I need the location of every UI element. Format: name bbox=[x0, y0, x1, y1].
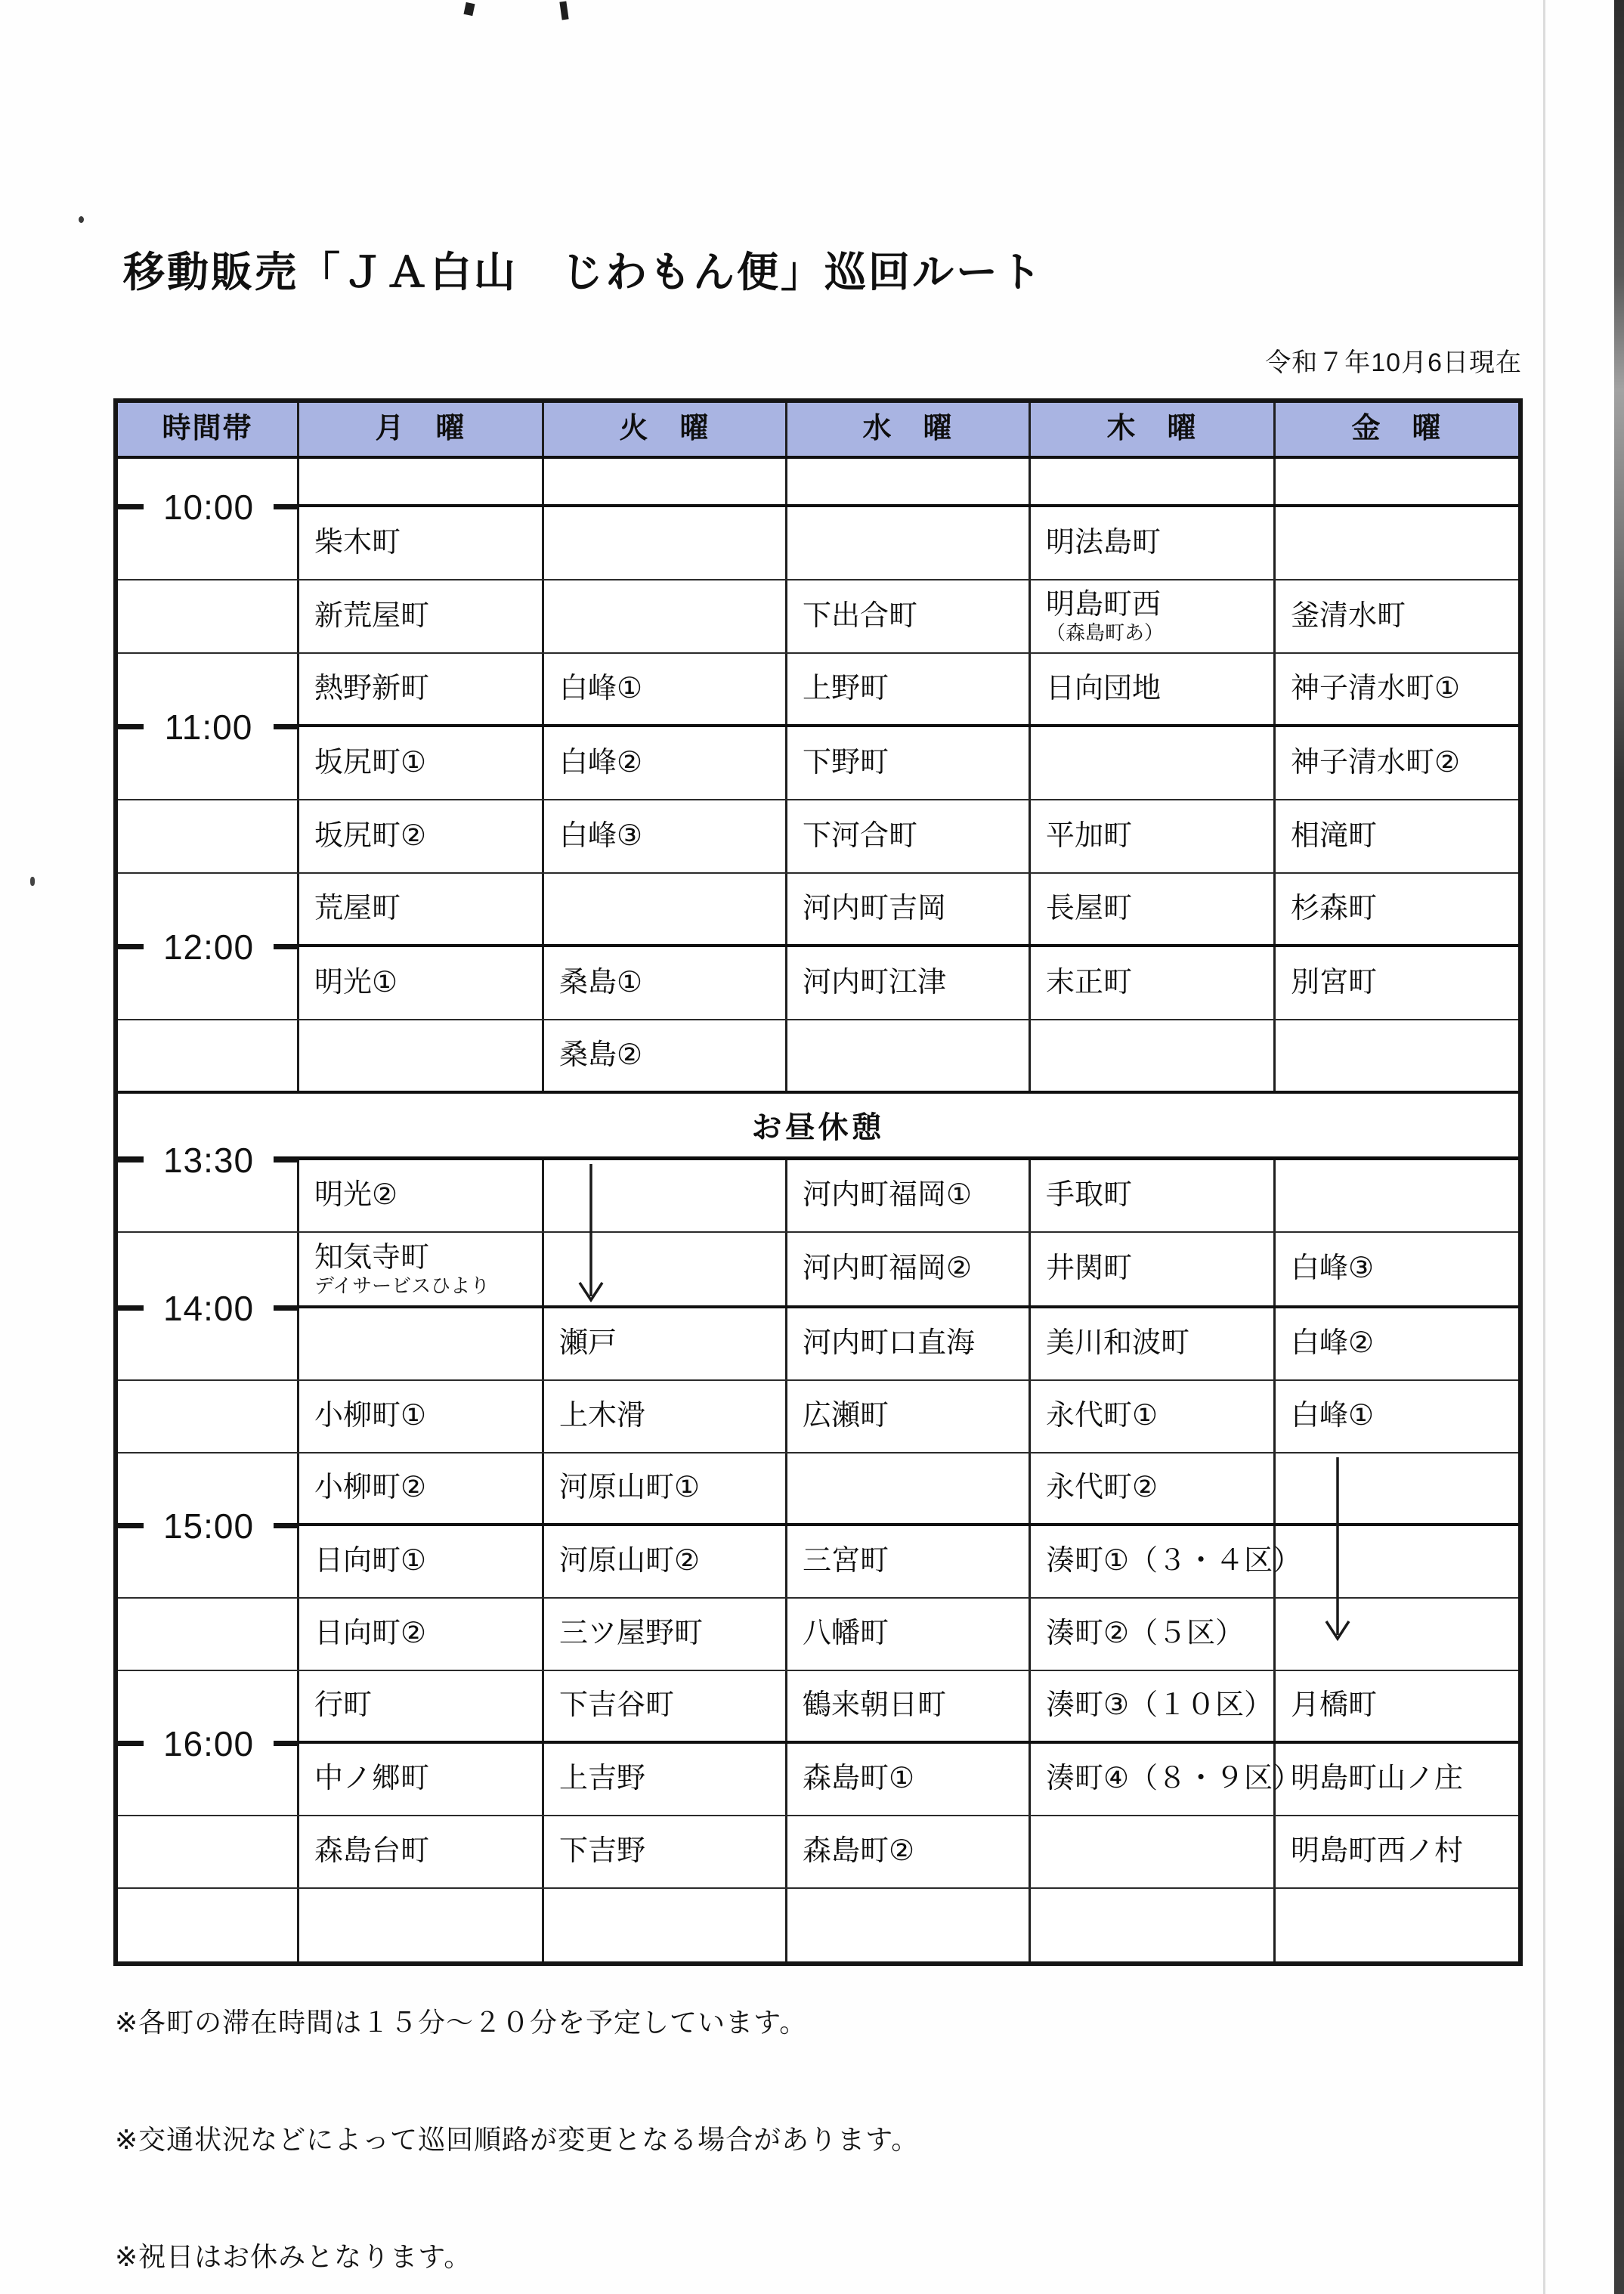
time-label: 12:00 bbox=[144, 925, 274, 969]
schedule-cell-fri bbox=[1276, 1160, 1518, 1231]
time-column-cell bbox=[118, 1889, 299, 1961]
schedule-cell-mon bbox=[299, 1744, 544, 1815]
afternoon-row-1 bbox=[118, 1233, 1518, 1308]
stop-name: 手取町 bbox=[1046, 1179, 1133, 1212]
schedule-cell-mon bbox=[299, 654, 544, 724]
stop-name: 平加町 bbox=[1046, 819, 1133, 852]
schedule-cell-wed bbox=[787, 947, 1031, 1019]
schedule-cell-fri bbox=[1276, 1020, 1518, 1091]
schedule-cell-wed bbox=[787, 1526, 1031, 1597]
stop-name: 長屋町 bbox=[1046, 892, 1133, 924]
schedule-cell-thu bbox=[1031, 1889, 1276, 1961]
stop-name: 河原山町① bbox=[559, 1472, 701, 1504]
afternoon-row-9 bbox=[118, 1816, 1518, 1889]
stop-name: 白峰① bbox=[559, 672, 643, 704]
schedule-cell-tue bbox=[544, 800, 787, 872]
schedule-cell-wed bbox=[787, 1671, 1031, 1741]
time-column-cell bbox=[118, 727, 299, 799]
schedule-cell-fri bbox=[1276, 1308, 1518, 1379]
schedule-cell-thu bbox=[1031, 459, 1276, 504]
time-label: 15:00 bbox=[144, 1504, 274, 1548]
schedule-cell-wed bbox=[787, 727, 1031, 799]
time-column-cell bbox=[118, 1671, 299, 1741]
header-label: 月 曜 bbox=[375, 413, 466, 445]
scan-speck bbox=[30, 877, 35, 886]
time-column-cell bbox=[118, 1816, 299, 1887]
stop-name: 坂尻町① bbox=[314, 746, 427, 779]
footnote-traffic: ※交通状況などによって巡回順路が変更となる場合があります。 bbox=[115, 2124, 920, 2155]
stop-name: 明光② bbox=[314, 1179, 398, 1212]
afternoon-row-3 bbox=[118, 1381, 1518, 1453]
schedule-cell-wed bbox=[787, 874, 1031, 944]
stop-name: 月橋町 bbox=[1291, 1689, 1378, 1722]
stop-name: 神子清水町① bbox=[1291, 672, 1461, 704]
schedule-cell-mon bbox=[299, 1233, 544, 1305]
stop-name: 桑島① bbox=[559, 966, 643, 998]
time-column-cell bbox=[118, 1233, 299, 1305]
schedule-cell-wed bbox=[787, 1160, 1031, 1231]
schedule-cell-thu bbox=[1031, 580, 1276, 652]
afternoon-row-2 bbox=[118, 1308, 1518, 1381]
schedule-cell-fri bbox=[1276, 654, 1518, 724]
time-column-cell bbox=[118, 1453, 299, 1523]
stop-name: 小柳町① bbox=[314, 1400, 427, 1432]
stop-name: 明光① bbox=[314, 966, 398, 998]
schedule-cell-wed bbox=[787, 459, 1031, 504]
stop-name: 井関町 bbox=[1046, 1252, 1133, 1285]
time-label: 13:30 bbox=[144, 1138, 274, 1182]
stop-name: 知気寺町 bbox=[314, 1241, 430, 1274]
stop-name: 釜清水町 bbox=[1291, 599, 1406, 632]
page-title: 移動販売「ＪＡ白山 じわもん便」巡回ルート bbox=[123, 249, 1044, 296]
time-column-cell bbox=[118, 580, 299, 652]
day-header-cell-tue bbox=[544, 403, 787, 456]
header-label: 水 曜 bbox=[862, 413, 954, 445]
schedule-cell-tue bbox=[544, 1816, 787, 1887]
stop-name: 明法島町 bbox=[1046, 526, 1162, 559]
header-label: 火 曜 bbox=[619, 413, 710, 445]
stop-name: 河内町口直海 bbox=[803, 1327, 976, 1360]
schedule-cell-thu bbox=[1031, 1453, 1276, 1523]
stop-name: 鶴来朝日町 bbox=[803, 1689, 947, 1722]
schedule-cell-mon bbox=[299, 1160, 544, 1231]
morning-row-4 bbox=[118, 727, 1518, 800]
schedule-cell-thu bbox=[1031, 947, 1276, 1019]
schedule-cell-thu bbox=[1031, 654, 1276, 724]
schedule-cell-thu bbox=[1031, 1816, 1276, 1887]
stop-name: 下出合町 bbox=[803, 599, 918, 632]
day-header-cell-fri bbox=[1276, 403, 1518, 456]
table-header-row bbox=[118, 403, 1518, 459]
scan-fold-line bbox=[1543, 0, 1545, 2294]
schedule-cell-mon bbox=[299, 1816, 544, 1887]
stop-name: 神子清水町② bbox=[1291, 746, 1461, 779]
scan-edge-shadow bbox=[1614, 0, 1624, 2294]
schedule-cell-mon bbox=[299, 874, 544, 944]
morning-row-2 bbox=[118, 580, 1518, 654]
stop-name: 新荒屋町 bbox=[314, 599, 430, 632]
stop-name: 三ツ屋野町 bbox=[559, 1618, 704, 1650]
time-column-cell bbox=[118, 459, 299, 504]
schedule-cell-wed bbox=[787, 1453, 1031, 1523]
schedule-cell-wed bbox=[787, 507, 1031, 579]
schedule-cell-tue bbox=[544, 1020, 787, 1091]
schedule-cell-tue bbox=[544, 1889, 787, 1961]
afternoon-row-0 bbox=[118, 1160, 1518, 1233]
lunch-break-row bbox=[118, 1094, 1518, 1160]
stop-name: 永代町② bbox=[1046, 1472, 1158, 1504]
schedule-cell-tue bbox=[544, 947, 787, 1019]
schedule-cell-wed bbox=[787, 1816, 1031, 1887]
stop-name: 小柳町② bbox=[314, 1472, 427, 1504]
schedule-cell-fri bbox=[1276, 1671, 1518, 1741]
schedule-cell-fri bbox=[1276, 1889, 1518, 1961]
schedule-cell-tue bbox=[544, 1160, 787, 1231]
stop-subname: デイサービスひより bbox=[314, 1274, 490, 1297]
stop-name: 白峰③ bbox=[559, 819, 643, 852]
stop-name: 熱野新町 bbox=[314, 672, 430, 704]
schedule-cell-thu bbox=[1031, 1526, 1302, 1597]
schedule-cell-wed bbox=[787, 800, 1031, 872]
time-column-cell bbox=[118, 1526, 299, 1597]
route-schedule-table bbox=[113, 398, 1523, 1966]
schedule-cell-mon bbox=[299, 1381, 544, 1452]
stop-name: 白峰② bbox=[559, 746, 643, 779]
schedule-cell-mon bbox=[299, 580, 544, 652]
time-column-cell bbox=[118, 654, 299, 724]
time-column-cell bbox=[118, 1160, 299, 1231]
stop-name: 下河合町 bbox=[803, 819, 918, 852]
morning-row-8 bbox=[118, 1020, 1518, 1094]
schedule-cell-wed bbox=[787, 1381, 1031, 1452]
stop-name: 森島町① bbox=[803, 1763, 915, 1795]
schedule-cell-thu bbox=[1031, 1233, 1276, 1305]
stop-name: 末正町 bbox=[1046, 966, 1133, 998]
schedule-cell-mon bbox=[299, 1453, 544, 1523]
schedule-cell-tue bbox=[544, 1453, 787, 1523]
schedule-cell-thu bbox=[1031, 507, 1276, 579]
stop-name: 下野町 bbox=[803, 746, 889, 779]
stop-name: 白峰③ bbox=[1291, 1252, 1375, 1285]
stop-name: 森島町② bbox=[803, 1835, 915, 1868]
scan-speck bbox=[463, 2, 475, 16]
stop-name: 上野町 bbox=[803, 672, 889, 704]
scan-speck bbox=[79, 216, 84, 223]
afternoon-row-10 bbox=[118, 1889, 1518, 1961]
schedule-cell-tue bbox=[544, 459, 787, 504]
stop-name: 別宮町 bbox=[1291, 966, 1378, 998]
schedule-cell-wed bbox=[787, 1020, 1031, 1091]
schedule-cell-fri bbox=[1276, 459, 1518, 504]
stop-name: 河内町江津 bbox=[803, 966, 947, 998]
time-label: 11:00 bbox=[144, 705, 274, 749]
stop-name: 河原山町② bbox=[559, 1545, 701, 1577]
footnote-duration: ※各町の滞在時間は１５分～２０分を予定しています。 bbox=[115, 2007, 808, 2038]
afternoon-row-8 bbox=[118, 1744, 1518, 1816]
time-column-cell bbox=[118, 947, 299, 1019]
afternoon-row-5 bbox=[118, 1526, 1518, 1599]
schedule-cell-tue bbox=[544, 507, 787, 579]
stop-name: 日向団地 bbox=[1046, 672, 1162, 704]
stop-name: 下吉野 bbox=[559, 1835, 646, 1868]
day-header-cell-wed bbox=[787, 403, 1031, 456]
stop-name: 湊町①（３・４区） bbox=[1046, 1545, 1302, 1577]
schedule-cell-thu bbox=[1031, 800, 1276, 872]
stop-name: 瀬戸 bbox=[559, 1327, 617, 1360]
schedule-cell-fri bbox=[1276, 1381, 1518, 1452]
time-column-cell bbox=[118, 1599, 299, 1670]
schedule-cell-wed bbox=[787, 1889, 1031, 1961]
morning-row-6 bbox=[118, 874, 1518, 947]
stop-name: 明島町山ノ庄 bbox=[1291, 1763, 1464, 1795]
schedule-cell-fri bbox=[1276, 874, 1518, 944]
schedule-cell-thu bbox=[1031, 1160, 1276, 1231]
afternoon-row-7 bbox=[118, 1671, 1518, 1744]
schedule-cell-fri bbox=[1276, 1526, 1518, 1597]
stop-name: 日向町② bbox=[314, 1618, 427, 1650]
day-header-cell-time bbox=[118, 403, 299, 456]
scan-speck bbox=[559, 1, 568, 20]
schedule-cell-tue bbox=[544, 1744, 787, 1815]
stop-name: 日向町① bbox=[314, 1545, 427, 1577]
time-column-cell bbox=[118, 507, 299, 579]
schedule-cell-fri bbox=[1276, 1816, 1518, 1887]
stop-name: 明島町西ノ村 bbox=[1291, 1835, 1464, 1868]
schedule-cell-wed bbox=[787, 1744, 1031, 1815]
schedule-cell-wed bbox=[787, 1233, 1031, 1305]
schedule-cell-thu bbox=[1031, 1671, 1276, 1741]
stop-name: 桑島② bbox=[559, 1039, 643, 1071]
schedule-cell-fri bbox=[1276, 1599, 1518, 1670]
stop-name: 森島台町 bbox=[314, 1835, 430, 1868]
schedule-cell-thu bbox=[1031, 1381, 1276, 1452]
stop-name: 中ノ郷町 bbox=[314, 1763, 430, 1795]
schedule-cell-mon bbox=[299, 507, 544, 579]
schedule-cell-tue bbox=[544, 1671, 787, 1741]
time-column-cell bbox=[118, 1381, 299, 1452]
stop-name: 広瀬町 bbox=[803, 1400, 889, 1432]
morning-row-0 bbox=[118, 459, 1518, 507]
stop-name: 白峰② bbox=[1291, 1327, 1375, 1360]
schedule-cell-mon bbox=[299, 947, 544, 1019]
schedule-cell-tue bbox=[544, 654, 787, 724]
schedule-cell-fri bbox=[1276, 800, 1518, 872]
schedule-cell-fri bbox=[1276, 580, 1518, 652]
schedule-cell-tue bbox=[544, 874, 787, 944]
schedule-cell-mon bbox=[299, 1308, 544, 1379]
time-column-cell bbox=[118, 1308, 299, 1379]
schedule-cell-fri bbox=[1276, 727, 1518, 799]
schedule-cell-wed bbox=[787, 654, 1031, 724]
stop-name: 湊町②（５区） bbox=[1046, 1618, 1245, 1650]
stop-name: 柴木町 bbox=[314, 526, 401, 559]
schedule-cell-mon bbox=[299, 727, 544, 799]
schedule-cell-thu bbox=[1031, 1599, 1276, 1670]
stop-name: 永代町① bbox=[1046, 1400, 1158, 1432]
schedule-cell-thu bbox=[1031, 1020, 1276, 1091]
schedule-cell-wed bbox=[787, 580, 1031, 652]
time-column-cell bbox=[118, 874, 299, 944]
stop-name: 明島町西 bbox=[1046, 589, 1162, 621]
schedule-cell-wed bbox=[787, 1599, 1031, 1670]
schedule-cell-mon bbox=[299, 1526, 544, 1597]
stop-name: 河内町福岡① bbox=[803, 1179, 973, 1212]
stop-name: 荒屋町 bbox=[314, 892, 401, 924]
stop-name: 美川和波町 bbox=[1046, 1327, 1190, 1360]
stop-name: 杉森町 bbox=[1291, 892, 1378, 924]
time-label: 14:00 bbox=[144, 1286, 274, 1330]
schedule-cell-mon bbox=[299, 1671, 544, 1741]
stop-subname: （森島町あ） bbox=[1046, 621, 1165, 645]
morning-row-1 bbox=[118, 507, 1518, 580]
schedule-cell-tue bbox=[544, 1381, 787, 1452]
schedule-cell-mon bbox=[299, 800, 544, 872]
schedule-cell-tue bbox=[544, 727, 787, 799]
schedule-cell-fri bbox=[1276, 1744, 1518, 1815]
stop-name: 相滝町 bbox=[1291, 819, 1378, 852]
time-label: 16:00 bbox=[144, 1722, 274, 1766]
schedule-cell-thu bbox=[1031, 1744, 1302, 1815]
stop-name: 湊町④（８・９区） bbox=[1046, 1763, 1302, 1795]
schedule-cell-thu bbox=[1031, 874, 1276, 944]
stop-name: 三宮町 bbox=[803, 1545, 889, 1577]
schedule-cell-tue bbox=[544, 1599, 787, 1670]
schedule-cell-mon bbox=[299, 1889, 544, 1961]
as-of-date: 令和７年10月6日現在 bbox=[1265, 348, 1522, 377]
schedule-cell-wed bbox=[787, 1308, 1031, 1379]
footnote-holiday: ※祝日はお休みとなります。 bbox=[115, 2241, 472, 2272]
header-label: 時間帯 bbox=[162, 413, 253, 445]
header-label: 金 曜 bbox=[1351, 413, 1443, 445]
schedule-cell-tue bbox=[544, 1308, 787, 1379]
schedule-cell-tue bbox=[544, 1526, 787, 1597]
stop-name: 八幡町 bbox=[803, 1618, 889, 1650]
schedule-cell-tue bbox=[544, 580, 787, 652]
day-header-cell-thu bbox=[1031, 403, 1276, 456]
header-label: 木 曜 bbox=[1106, 413, 1198, 445]
schedule-cell-mon bbox=[299, 1020, 544, 1091]
stop-name: 河内町福岡② bbox=[803, 1252, 973, 1285]
morning-row-7 bbox=[118, 947, 1518, 1020]
time-column-cell bbox=[118, 800, 299, 872]
stop-name: 上木滑 bbox=[559, 1400, 646, 1432]
schedule-cell-tue bbox=[544, 1233, 787, 1305]
stop-name: 坂尻町② bbox=[314, 819, 427, 852]
schedule-cell-fri bbox=[1276, 1233, 1518, 1305]
stop-name: 湊町③（１０区） bbox=[1046, 1689, 1273, 1722]
stop-name: 行町 bbox=[314, 1689, 373, 1722]
schedule-cell-fri bbox=[1276, 507, 1518, 579]
morning-row-3 bbox=[118, 654, 1518, 727]
schedule-cell-fri bbox=[1276, 947, 1518, 1019]
time-column-cell bbox=[118, 1744, 299, 1815]
stop-name: 白峰① bbox=[1291, 1400, 1375, 1432]
stop-name: 下吉谷町 bbox=[559, 1689, 675, 1722]
day-header-cell-mon bbox=[299, 403, 544, 456]
footnotes bbox=[115, 2001, 919, 2274]
time-column-cell bbox=[118, 1020, 299, 1091]
afternoon-row-6 bbox=[118, 1599, 1518, 1671]
lunch-break-label: お昼休憩 bbox=[751, 1111, 885, 1144]
time-label: 10:00 bbox=[144, 485, 274, 529]
stop-name: 上吉野 bbox=[559, 1763, 646, 1795]
schedule-cell-fri bbox=[1276, 1453, 1518, 1523]
morning-row-5 bbox=[118, 800, 1518, 874]
schedule-cell-thu bbox=[1031, 1308, 1276, 1379]
stop-name: 河内町吉岡 bbox=[803, 892, 947, 924]
schedule-cell-mon bbox=[299, 1599, 544, 1670]
schedule-cell-thu bbox=[1031, 727, 1276, 799]
schedule-cell-mon bbox=[299, 459, 544, 504]
afternoon-row-4 bbox=[118, 1453, 1518, 1526]
